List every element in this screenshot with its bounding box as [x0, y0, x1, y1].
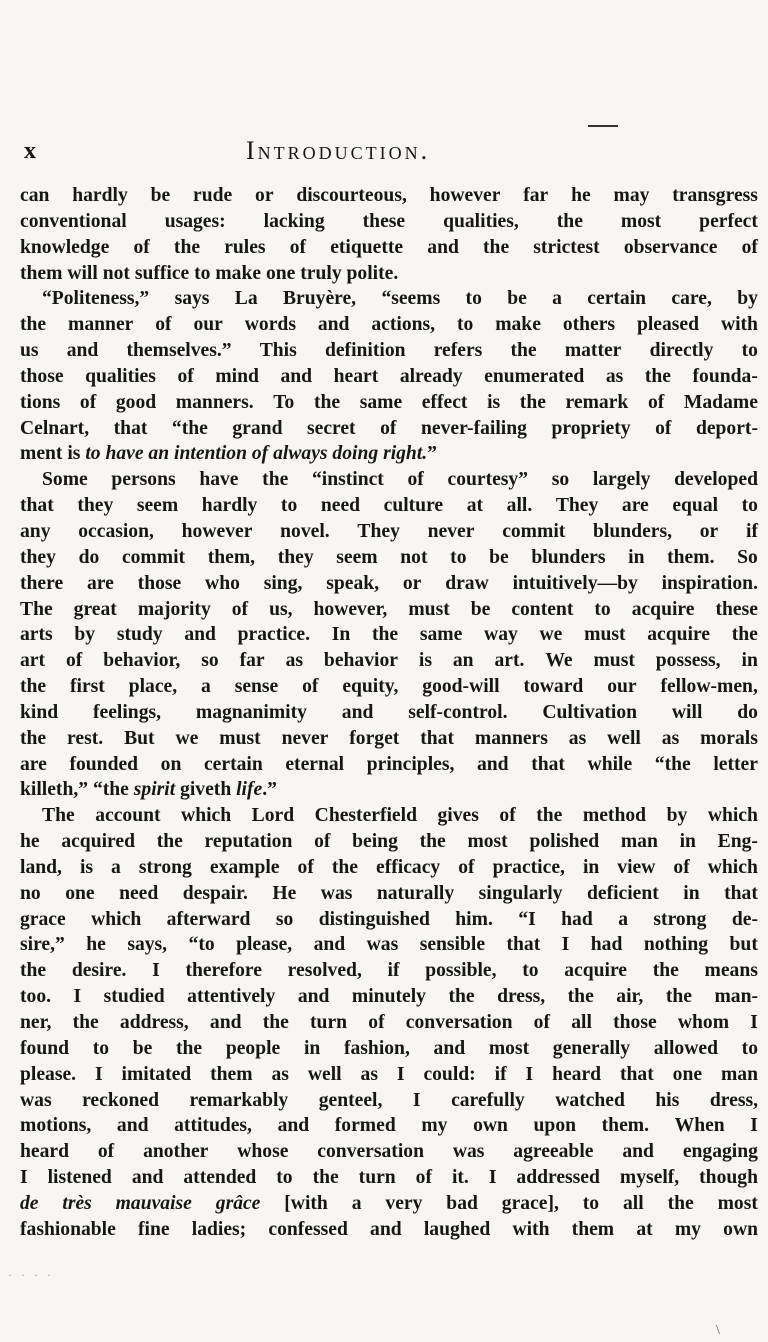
text-line: tions of good manners. To the same effect is the remark of Madame — [20, 391, 758, 413]
text-line: can hardly be rude or discourteous, however far he may transgress — [20, 185, 758, 206]
text-line: heard of another whose conversation was agreeable and engaging — [20, 1141, 758, 1163]
text-line: the rest. But we must never forget that manners as well as morals — [20, 727, 758, 749]
text-line: land, is a strong example of the efficacy of practice, in view of which — [20, 856, 758, 878]
text-line: de très mauvaise grâce [with a very bad grace], to all the most — [20, 1192, 758, 1214]
text-line: motions, and attitudes, and formed my own upon them. When I — [20, 1115, 758, 1137]
text-line: fashionable fine ladies; confessed and laughed with them at my own — [20, 1218, 758, 1240]
page-number: x — [24, 138, 36, 164]
text-line: I listened and attended to the turn of it. I addressed myself, though — [20, 1167, 758, 1189]
text-line: the first place, a sense of equity, good-will toward our fellow-men, — [20, 676, 758, 698]
text-line: art of behavior, so far as behavior is an art. We must possess, in — [20, 650, 758, 672]
scan-corner-mark: \ — [716, 1323, 720, 1338]
text-line: The account which Lord Chesterfield gives of the method by which — [42, 805, 758, 827]
text-line: The great majority of us, however, must be content to acquire these — [20, 598, 758, 620]
text-line: arts by study and practice. In the same way we must acquire the — [20, 624, 758, 646]
text-line: any occasion, however novel. They never commit blunders, or if — [20, 520, 758, 542]
text-line: please. I imitated them as well as I could: if I heard that one man — [20, 1063, 758, 1085]
text-line: them will not suffice to make one truly polite. — [20, 262, 399, 284]
text-line: “Politeness,” says La Bruyère, “seems to be a certain care, by — [42, 288, 758, 310]
text-line: was reckoned remarkably genteel, I carefully watched his dress, — [20, 1089, 758, 1111]
text-line: they do commit them, they seem not to be blunders in them. So — [20, 546, 758, 568]
text-line: too. I studied attentively and minutely the dress, the air, the man- — [20, 986, 758, 1008]
text-line: there are those who sing, speak, or draw intuitively—by inspiration. — [20, 572, 758, 594]
running-head-title: Introduction. — [246, 136, 431, 165]
text-line: Celnart, that “the grand secret of never-failing propriety of deport- — [20, 417, 758, 439]
text-line: killeth,” “the spirit giveth life.” — [20, 779, 277, 801]
text-line: knowledge of the rules of etiquette and the strictest observance of — [20, 236, 758, 258]
text-line: conventional usages: lacking these qualities, the most perfect — [20, 210, 758, 232]
text-line: ment is to have an intention of always doing right.” — [20, 443, 437, 465]
text-line: grace which afterward so distinguished him. “I had a strong de- — [20, 908, 758, 930]
scan-artifact: · · · · — [8, 1268, 54, 1282]
text-line: those qualities of mind and heart already enumerated as the founda- — [20, 365, 758, 387]
text-line: sire,” he says, “to please, and was sensible that I had nothing but — [20, 934, 758, 956]
header-rule — [588, 125, 618, 127]
text-line: us and themselves.” This definition refers the matter directly to — [20, 340, 758, 362]
page-header — [20, 136, 760, 168]
text-line: found to be the people in fashion, and most generally allowed to — [20, 1037, 758, 1059]
text-line: the desire. I therefore resolved, if possible, to acquire the means — [20, 960, 758, 982]
text-line: Some persons have the “instinct of courtesy” so largely developed — [42, 469, 758, 491]
text-line: ner, the address, and the turn of conversation of all those whom I — [20, 1012, 758, 1033]
text-line: kind feelings, magnanimity and self-control. Cultivation will do — [20, 701, 758, 723]
text-line: the manner of our words and actions, to make others pleased with — [20, 314, 758, 336]
text-line: no one need despair. He was naturally singularly deficient in that — [20, 882, 758, 904]
body-text — [20, 183, 758, 1243]
text-line: that they seem hardly to need culture at all. They are equal to — [20, 495, 758, 517]
text-line: he acquired the reputation of being the most polished man in Eng- — [20, 831, 758, 853]
text-line: are founded on certain eternal principles, and that while “the letter — [20, 753, 758, 775]
